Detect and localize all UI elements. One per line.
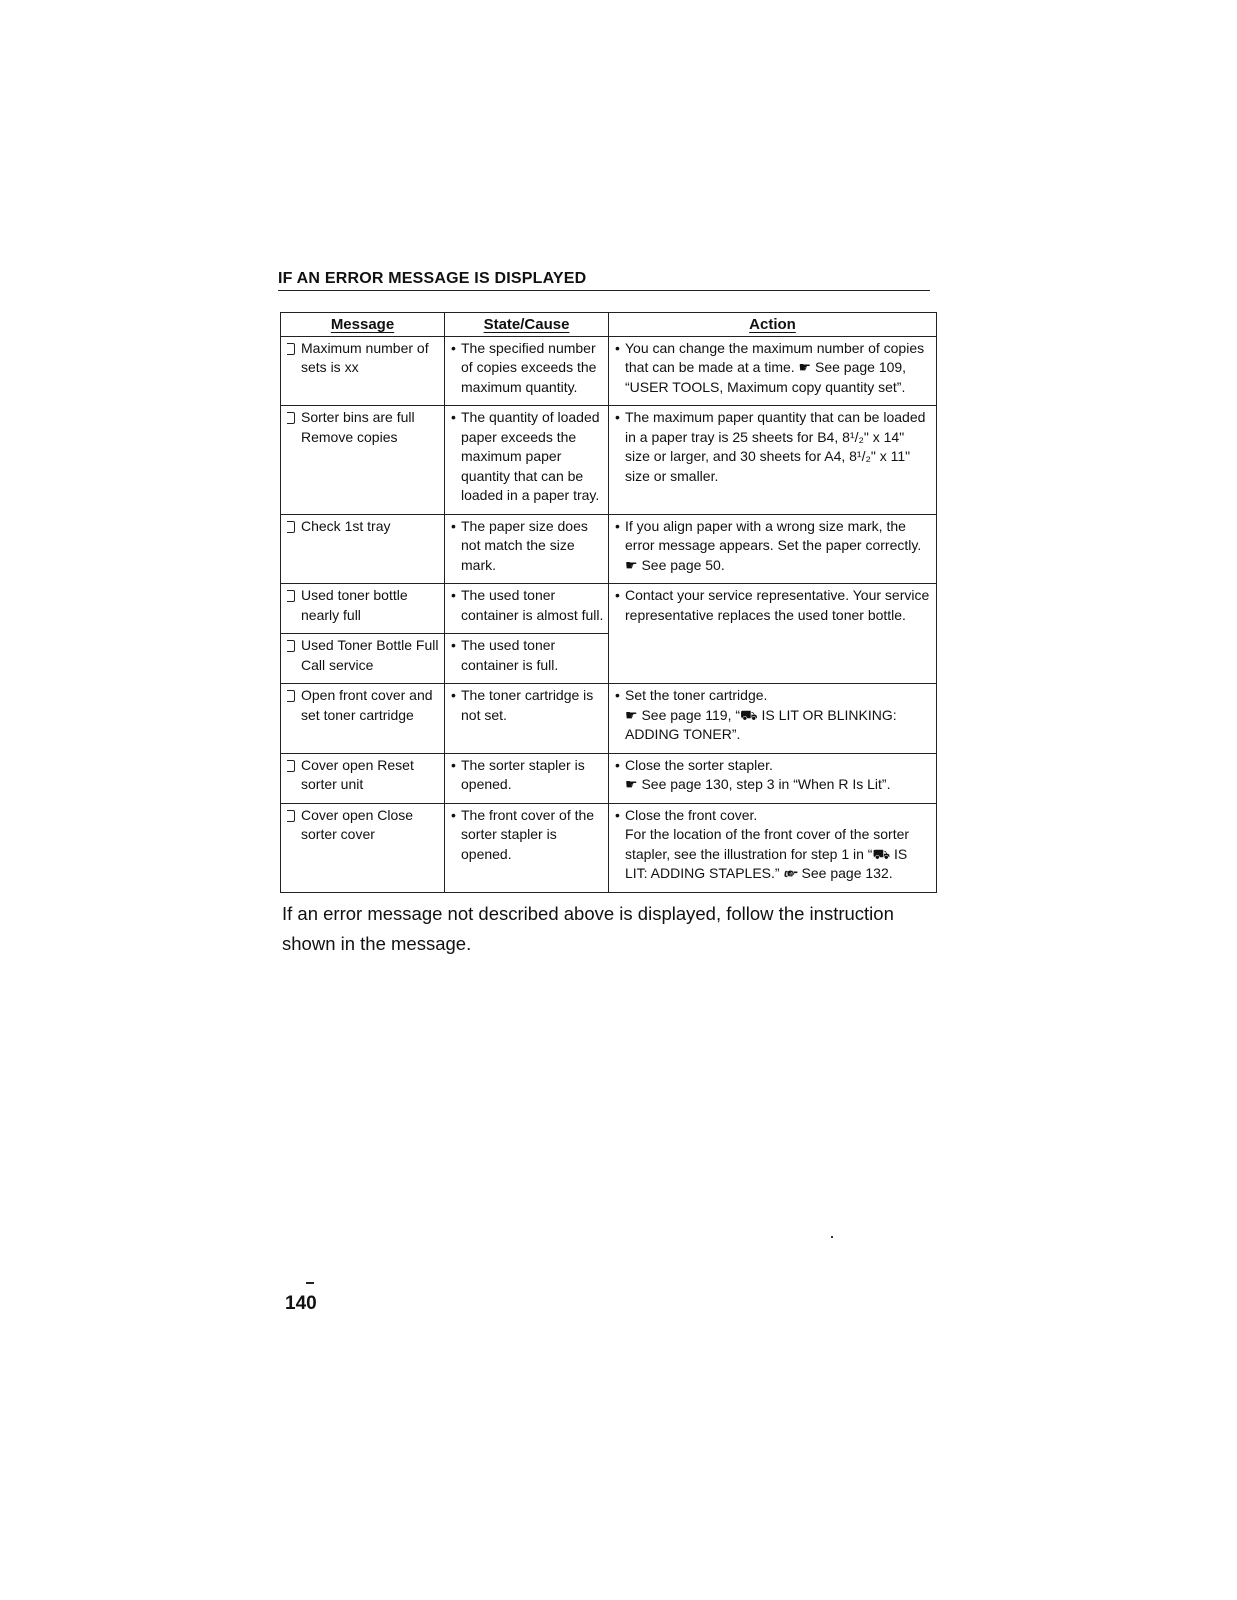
cause-text: • The used toner container is full. xyxy=(449,636,604,675)
cause-text: • The paper size does not match the size mark. xyxy=(449,517,604,576)
action-cell xyxy=(609,514,937,584)
footer-note: If an error message not described above is displayed, follow the instruction shown in the message. xyxy=(282,903,894,954)
message-cell xyxy=(281,684,445,754)
action-reference: ☛ See page 119, “⛟ IS LIT OR BLINKING: ADDING TONER”. xyxy=(625,706,897,742)
action-cell xyxy=(609,584,937,684)
table-row xyxy=(281,753,937,803)
cause-text: • The specified number of copies exceeds the maximum quantity. xyxy=(449,339,604,398)
header-action: Action xyxy=(609,313,937,337)
message-text: Used Toner Bottle Full Call service xyxy=(285,636,440,675)
action-reference: ☛ See page 130, step 3 in “When R Is Lit”. xyxy=(625,776,891,792)
action-text: • Close the front cover. xyxy=(613,806,932,826)
section-title: IF AN ERROR MESSAGE IS DISPLAYED xyxy=(278,270,930,291)
header-message: Message xyxy=(281,313,445,337)
page-mark xyxy=(306,1282,314,1284)
action-text: • Contact your service representative. Your service representative replaces the used toner bottle. xyxy=(613,586,932,625)
message-cell xyxy=(281,406,445,515)
action-text: • You can change the maximum number of copies that can be made at a time. ☛ See page 109, “USER TOOLS, Maximum copy quantity set”. xyxy=(613,339,932,398)
cause-cell xyxy=(445,634,609,684)
message-cell xyxy=(281,803,445,892)
cause-cell xyxy=(445,336,609,406)
table-row xyxy=(281,514,937,584)
cause-text: • The used toner container is almost full. xyxy=(449,586,604,625)
cause-cell xyxy=(445,584,609,634)
message-cell xyxy=(281,336,445,406)
error-message-table xyxy=(280,312,937,893)
table-row xyxy=(281,584,937,634)
message-cell xyxy=(281,584,445,634)
action-text: • The maximum paper quantity that can be loaded in a paper tray is 25 sheets for B4, 8¹/₂" x 14" size or larger, and 30 sheets for A4, 8¹/₂" x 11" size or smaller. xyxy=(613,408,932,486)
action-cell xyxy=(609,406,937,515)
action-cell xyxy=(609,803,937,892)
table-row xyxy=(281,684,937,754)
cause-text: • The sorter stapler is opened. xyxy=(449,756,604,795)
message-text: Open front cover and set toner cartridge xyxy=(285,686,440,725)
action-cell xyxy=(609,753,937,803)
page-number: 140 xyxy=(285,1293,317,1314)
cause-cell xyxy=(445,753,609,803)
message-text: Check 1st tray xyxy=(285,517,440,537)
message-text: Sorter bins are full Remove copies xyxy=(285,408,440,447)
action-reference: For the location of the front cover of the sorter stapler, see the illustration for step 1 in “⛟ IS LIT: ADDING STAPLES.” ☛ See page 132. xyxy=(625,826,910,881)
message-text: Maximum number of sets is xx xyxy=(285,339,440,378)
action-text: • If you align paper with a wrong size mark, the error message appears. Set the paper correctly. ☛ See page 50. xyxy=(613,517,932,576)
action-text: • Set the toner cartridge. xyxy=(613,686,932,706)
message-text: Cover open Close sorter cover xyxy=(285,806,440,845)
scan-speck xyxy=(831,1236,833,1238)
message-cell xyxy=(281,753,445,803)
action-text: • Close the sorter stapler. xyxy=(613,756,932,776)
message-text: Used toner bottle nearly full xyxy=(285,586,440,625)
message-cell xyxy=(281,514,445,584)
header-state-cause: State/Cause xyxy=(445,313,609,337)
message-text: Cover open Reset sorter unit xyxy=(285,756,440,795)
cause-text: • The toner cartridge is not set. xyxy=(449,686,604,725)
action-cell xyxy=(609,684,937,754)
table-header-row xyxy=(281,313,937,337)
table-row xyxy=(281,336,937,406)
message-cell xyxy=(281,634,445,684)
table-row xyxy=(281,803,937,892)
cause-cell xyxy=(445,684,609,754)
cause-cell xyxy=(445,406,609,515)
cause-cell xyxy=(445,803,609,892)
cause-text: • The front cover of the sorter stapler is opened. xyxy=(449,806,604,865)
cause-text: • The quantity of loaded paper exceeds the maximum paper quantity that can be loaded in a paper tray. xyxy=(449,408,604,506)
action-cell xyxy=(609,336,937,406)
table-row xyxy=(281,406,937,515)
cause-cell xyxy=(445,514,609,584)
